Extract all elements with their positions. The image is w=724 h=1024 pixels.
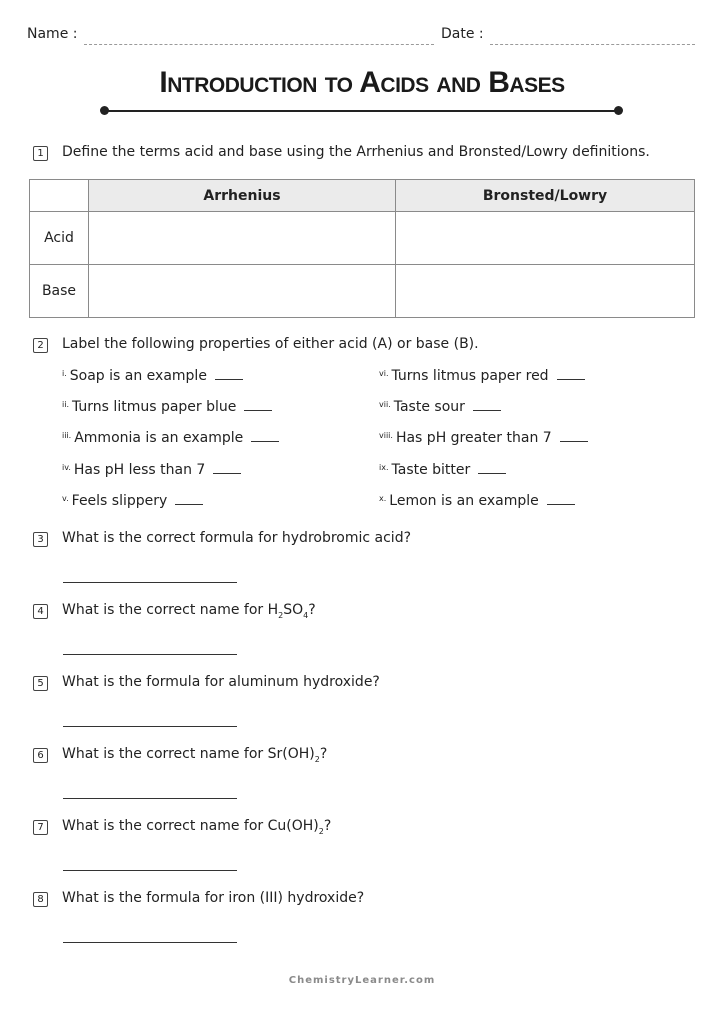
property-item: $^{x.}$ Lemon is an example — [379, 493, 575, 509]
title-rule-right-dot — [614, 106, 623, 115]
question-number-8: 8 — [33, 892, 48, 907]
question-2-text: Label the following properties of either acid (A) or base (B). — [62, 336, 479, 352]
question-number-3: 3 — [33, 532, 48, 547]
property-item: $^{vi.}$ Turns litmus paper red — [379, 368, 585, 384]
question-7-text: What is the correct name for $Cu(OH)_2$? — [62, 818, 332, 836]
question-number-2: 2 — [33, 338, 48, 353]
definitions-table — [29, 179, 695, 318]
question-6-text: What is the correct name for $Sr(OH)_2$? — [62, 746, 328, 764]
property-item: $^{iv.}$ Has pH less than 7 — [62, 462, 241, 478]
base-arrhenius-cell[interactable] — [89, 265, 396, 318]
table-corner — [30, 180, 89, 212]
property-item: $^{vii.}$ Taste sour — [379, 399, 501, 415]
acid-arrhenius-cell[interactable] — [89, 212, 396, 265]
answer-line-3[interactable] — [63, 582, 237, 583]
date-label: Date : — [441, 26, 484, 42]
footer-credit: ChemistryLearner.com — [288, 975, 436, 986]
question-number-7: 7 — [33, 820, 48, 835]
answer-blank[interactable] — [557, 378, 585, 380]
property-item: $^{ii.}$ Turns litmus paper blue — [62, 399, 272, 415]
date-field[interactable] — [490, 44, 695, 45]
answer-blank[interactable] — [213, 472, 241, 474]
acid-bronsted-cell[interactable] — [396, 212, 695, 265]
answer-blank[interactable] — [478, 472, 506, 474]
question-number-5: 5 — [33, 676, 48, 691]
answer-blank[interactable] — [215, 378, 243, 380]
question-3-text: What is the correct formula for hydrobromic acid? — [62, 530, 412, 546]
answer-blank[interactable] — [473, 409, 501, 411]
row-label-base: Base — [30, 265, 89, 318]
name-label: Name : — [27, 26, 78, 42]
answer-blank[interactable] — [175, 503, 203, 505]
property-item: $^{ix.}$ Taste bitter — [379, 462, 506, 478]
question-4-text: What is the correct name for $H_2SO_4$? — [62, 602, 316, 620]
answer-blank[interactable] — [244, 409, 272, 411]
column-header-arrhenius: Arrhenius — [89, 180, 396, 212]
property-item: $^{iii.}$ Ammonia is an example — [62, 430, 279, 446]
title-rule — [104, 110, 618, 112]
row-label-acid: Acid — [30, 212, 89, 265]
property-item: $^{i.}$ Soap is an example — [62, 368, 243, 384]
question-8-text: What is the formula for iron (III) hydroxide? — [62, 890, 365, 906]
answer-line-7[interactable] — [63, 870, 237, 871]
property-item: $^{v.}$ Feels slippery — [62, 493, 203, 509]
answer-line-8[interactable] — [63, 942, 237, 943]
question-5-text: What is the formula for aluminum hydroxide? — [62, 674, 380, 690]
question-number-1: 1 — [33, 146, 48, 161]
question-1-text: Define the terms acid and base using the Arrhenius and Bronsted/Lowry definitions. — [62, 144, 650, 160]
base-bronsted-cell[interactable] — [396, 265, 695, 318]
answer-blank[interactable] — [251, 440, 279, 442]
name-field[interactable] — [84, 44, 434, 45]
answer-blank[interactable] — [547, 503, 575, 505]
page-title: Introduction to Acids and Bases — [159, 66, 565, 99]
answer-line-5[interactable] — [63, 726, 237, 727]
answer-line-4[interactable] — [63, 654, 237, 655]
property-item: $^{viii.}$ Has pH greater than 7 — [379, 430, 588, 446]
question-number-6: 6 — [33, 748, 48, 763]
column-header-bronsted: Bronsted/Lowry — [396, 180, 695, 212]
answer-line-6[interactable] — [63, 798, 237, 799]
answer-blank[interactable] — [560, 440, 588, 442]
question-number-4: 4 — [33, 604, 48, 619]
